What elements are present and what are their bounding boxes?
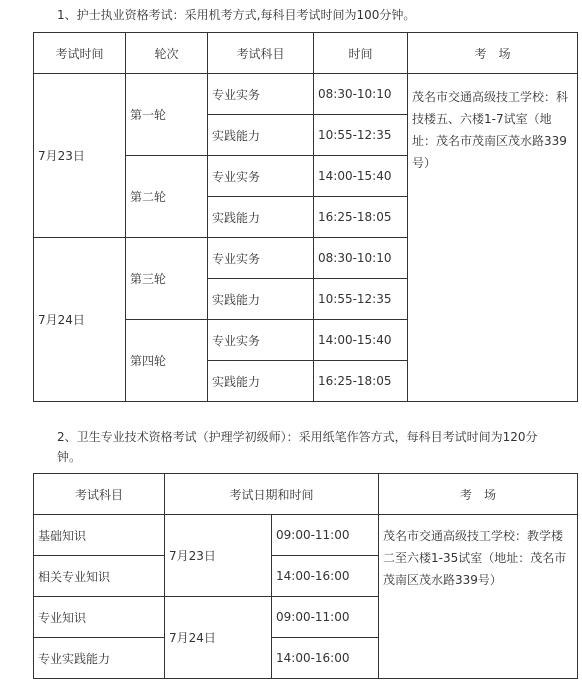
subject-cell: 专业实务 <box>208 320 314 361</box>
round-cell: 第三轮 <box>126 238 208 320</box>
venue-cell: 茂名市交通高级技工学校：教学楼二至六楼1-35试室（地址：茂名市茂南区茂水路339号） <box>379 515 578 679</box>
date-cell: 7月24日 <box>34 238 126 402</box>
subject-cell: 专业实务 <box>208 156 314 197</box>
subject-cell: 专业实务 <box>208 238 314 279</box>
subject-cell: 基础知识 <box>34 515 165 556</box>
header-date-time: 考试日期和时间 <box>165 474 379 515</box>
date-cell: 7月23日 <box>34 74 126 238</box>
date-cell: 7月24日 <box>165 597 272 679</box>
venue-cell: 茂名市交通高级技工学校：科技楼五、六楼1-7试室（地址：茂名市茂南区茂水路339号） <box>408 74 578 402</box>
round-cell: 第二轮 <box>126 156 208 238</box>
table-header-row <box>34 33 578 74</box>
table-row <box>34 515 578 556</box>
round-cell: 第一轮 <box>126 74 208 156</box>
time-cell: 09:00-11:00 <box>272 597 379 638</box>
health-exam-schedule-table <box>33 473 578 679</box>
subject-cell: 实践能力 <box>208 279 314 320</box>
time-cell: 14:00-16:00 <box>272 556 379 597</box>
time-cell: 16:25-18:05 <box>314 197 408 238</box>
time-cell: 10:55-12:35 <box>314 279 408 320</box>
header-venue: 考 场 <box>379 474 578 515</box>
time-cell: 09:00-11:00 <box>272 515 379 556</box>
header-venue: 考 场 <box>408 33 578 74</box>
subject-cell: 专业实务 <box>208 74 314 115</box>
subject-cell: 相关专业知识 <box>34 556 165 597</box>
subject-cell: 专业实践能力 <box>34 638 165 679</box>
section1-heading: 1、护士执业资格考试：采用机考方式,每科目考试时间为100分钟。 <box>57 8 416 22</box>
subject-cell: 实践能力 <box>208 197 314 238</box>
header-exam-date: 考试时间 <box>34 33 126 74</box>
time-cell: 08:30-10:10 <box>314 74 408 115</box>
section2-heading: 2、卫生专业技术资格考试（护理学初级师）：采用纸笔作答方式，每科目考试时间为120分钟。 <box>57 430 538 464</box>
time-cell: 14:00-15:40 <box>314 320 408 361</box>
date-cell: 7月23日 <box>165 515 272 597</box>
subject-cell: 实践能力 <box>208 361 314 402</box>
subject-cell: 实践能力 <box>208 115 314 156</box>
header-time: 时间 <box>314 33 408 74</box>
subject-cell: 专业知识 <box>34 597 165 638</box>
header-subject: 考试科目 <box>34 474 165 515</box>
table-row <box>34 74 578 115</box>
time-cell: 14:00-15:40 <box>314 156 408 197</box>
table-header-row <box>34 474 578 515</box>
time-cell: 08:30-10:10 <box>314 238 408 279</box>
round-cell: 第四轮 <box>126 320 208 402</box>
header-subject: 考试科目 <box>208 33 314 74</box>
time-cell: 10:55-12:35 <box>314 115 408 156</box>
header-round: 轮次 <box>126 33 208 74</box>
nurse-exam-schedule-table <box>33 32 578 402</box>
time-cell: 14:00-16:00 <box>272 638 379 679</box>
time-cell: 16:25-18:05 <box>314 361 408 402</box>
